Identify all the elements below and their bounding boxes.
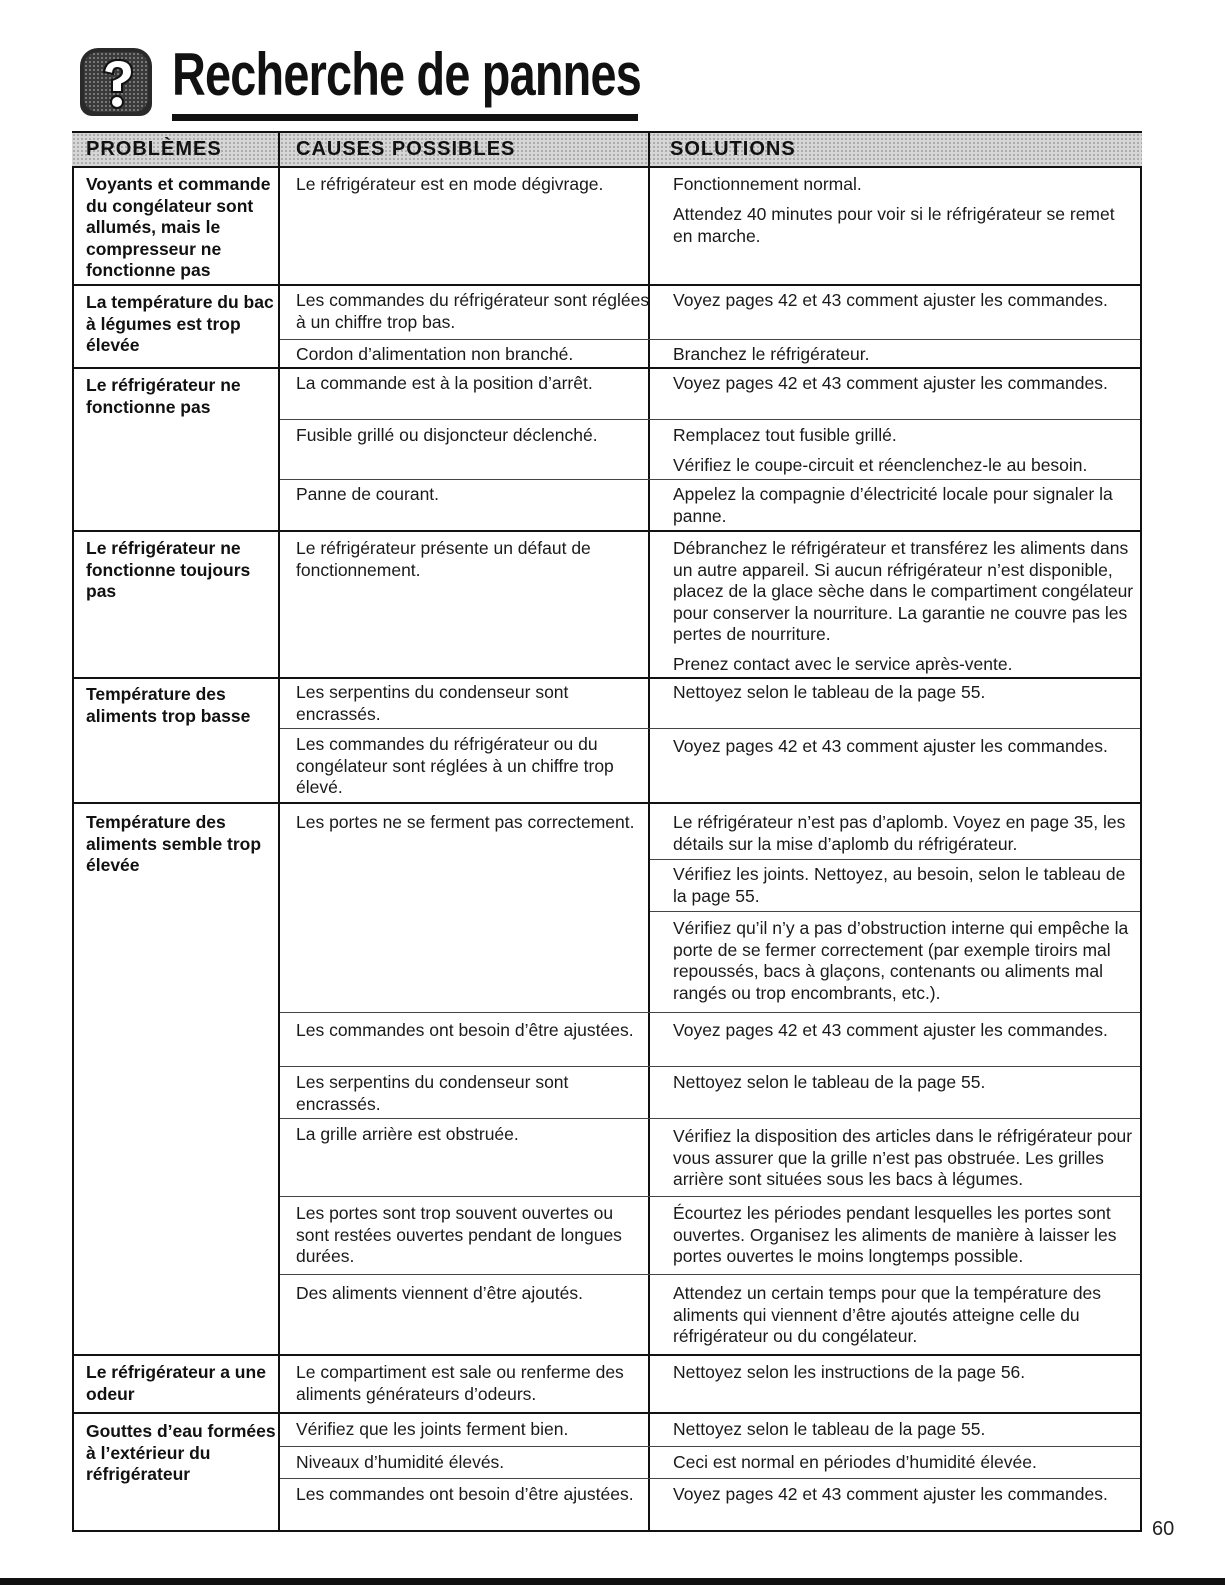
title-underline: [172, 114, 638, 121]
cause-text: Vérifiez que les joints ferment bien.: [296, 1419, 569, 1439]
group-divider: [72, 1412, 1142, 1414]
solution-text: Le réfrigérateur n’est pas d’aplomb. Voyez en page 35, les détails sur la mise d’aplomb du réfrigérateur.: [673, 812, 1126, 854]
solution-text: Écourtez les périodes pendant lesquelles les portes sont ouvertes. Organisez les aliments de manière à laisser les portes ouvertes le moins longtemps possible.: [673, 1203, 1117, 1266]
cause-text: La grille arrière est obstruée.: [296, 1124, 519, 1144]
troubleshooting-table: [72, 166, 1142, 1532]
problem-label: Le réfrigérateur a une odeur: [86, 1362, 266, 1404]
solution-text: Branchez le réfrigérateur.: [673, 344, 870, 364]
cause-text: Le compartiment est sale ou renferme des aliments générateurs d’odeurs.: [296, 1362, 624, 1404]
problem-label: Le réfrigérateur ne fonctionne pas: [86, 375, 241, 417]
solution-text: Prenez contact avec le service après-vente.: [673, 654, 1013, 674]
page-number: 60: [1152, 1518, 1175, 1540]
row-divider: [280, 1196, 1140, 1197]
solution-text: Fonctionnement normal.: [673, 174, 862, 194]
solution-text: Appelez la compagnie d’électricité locale pour signaler la panne.: [673, 484, 1113, 526]
row-divider: [280, 1274, 1140, 1275]
solution-text: Nettoyez selon les instructions de la page 56.: [673, 1362, 1026, 1382]
solution-text: Ceci est normal en périodes d’humidité élevée.: [673, 1452, 1037, 1472]
row-divider: [280, 1012, 1140, 1013]
solution-text: Remplacez tout fusible grillé.: [673, 425, 897, 445]
solution-text: Voyez pages 42 et 43 comment ajuster les commandes.: [673, 736, 1108, 756]
column-header-causes: CAUSES POSSIBLES: [296, 138, 516, 160]
table-header: [72, 131, 1142, 168]
cause-text: Le réfrigérateur est en mode dégivrage.: [296, 174, 604, 194]
problem-label: Le réfrigérateur ne fonctionne toujours pas: [86, 538, 251, 601]
column-header-problems: PROBLÈMES: [86, 138, 222, 160]
row-divider: [280, 1118, 1140, 1119]
column-header-solutions: SOLUTIONS: [670, 138, 796, 160]
cause-text: Les portes sont trop souvent ouvertes ou sont restées ouvertes pendant de longues durées.: [296, 1203, 622, 1266]
column-divider: [648, 166, 650, 1532]
solution-text: Voyez pages 42 et 43 comment ajuster les commandes.: [673, 1020, 1108, 1040]
cause-text: Niveaux d’humidité élevés.: [296, 1452, 505, 1472]
cause-text: Les serpentins du condenseur sont encrassés.: [296, 682, 569, 724]
row-divider: [280, 1446, 1140, 1447]
cause-text: Fusible grillé ou disjoncteur déclenché.: [296, 425, 598, 445]
question-icon: [80, 48, 152, 116]
cause-text: Les commandes ont besoin d’être ajustées.: [296, 1020, 634, 1040]
solution-text: Vérifiez le coupe-circuit et réenclenchez-le au besoin.: [673, 455, 1088, 475]
table-border-bottom: [72, 1530, 1142, 1532]
row-divider: [280, 1478, 1140, 1479]
solution-text: Vérifiez les joints. Nettoyez, au besoin, selon le tableau de la page 55.: [673, 864, 1126, 906]
group-divider: [72, 530, 1142, 532]
table-border-right: [1140, 166, 1142, 1532]
group-divider: [72, 677, 1142, 679]
solution-text: Vérifiez la disposition des articles dans le réfrigérateur pour vous assurer que la grille n’est pas obstruée. Les grilles arrière sont situées sous les bacs à légumes.: [673, 1126, 1133, 1189]
solution-text: Nettoyez selon le tableau de la page 55.: [673, 682, 986, 702]
solution-text: Voyez pages 42 et 43 comment ajuster les commandes.: [673, 290, 1108, 310]
header-divider: [648, 133, 650, 166]
solution-text: Nettoyez selon le tableau de la page 55.: [673, 1419, 986, 1439]
solution-text: Vérifiez qu’il n’y a pas d’obstruction interne qui empêche la porte de se fermer correctement (par exemple tiroirs mal repoussés, bacs à glaçons, contenants ou aliments mal rangés ou trop encombrants, etc.).: [673, 918, 1129, 1003]
cause-text: Panne de courant.: [296, 484, 440, 504]
cause-text: La commande est à la position d’arrêt.: [296, 373, 593, 393]
table-border-left: [72, 166, 74, 1532]
solution-text: Débranchez le réfrigérateur et transférez les aliments dans un autre appareil. Si aucun réfrigérateur n’est disponible, placez de la glace sèche dans le compartiment congélateur pour conserver la nourriture. La garantie ne couvre pas les pertes de nourriture.: [673, 538, 1134, 644]
solution-text: Voyez pages 42 et 43 comment ajuster les commandes.: [673, 1484, 1108, 1504]
row-divider: [280, 339, 1140, 340]
solution-text: Attendez 40 minutes pour voir si le réfrigérateur se remet en marche.: [673, 204, 1115, 246]
cause-text: Cordon d’alimentation non branché.: [296, 344, 574, 364]
row-divider: [280, 419, 1140, 420]
group-divider: [72, 1354, 1142, 1356]
footer-rule: [0, 1578, 1225, 1585]
row-divider: [280, 1066, 1140, 1067]
cause-text: Le réfrigérateur présente un défaut de fonctionnement.: [296, 538, 591, 580]
cause-text: Les portes ne se ferment pas correctement.: [296, 812, 635, 832]
cause-text: Les commandes ont besoin d’être ajustées.: [296, 1484, 634, 1504]
solution-text: Nettoyez selon le tableau de la page 55.: [673, 1072, 986, 1092]
problem-label: La température du bac à légumes est trop élevée: [86, 292, 274, 355]
group-divider: [72, 802, 1142, 804]
problem-label: Température des aliments semble trop élevée: [86, 812, 262, 875]
problem-label: Voyants et commande du congélateur sont allumés, mais le compresseur ne fonctionne pas: [86, 174, 271, 280]
cause-text: Des aliments viennent d’être ajoutés.: [296, 1283, 583, 1303]
header-divider: [278, 133, 280, 166]
solution-text: Voyez pages 42 et 43 comment ajuster les commandes.: [673, 373, 1108, 393]
page-title: Recherche de pannes: [172, 41, 641, 108]
problem-label: Température des aliments trop basse: [86, 684, 251, 726]
problem-label: Gouttes d’eau formées à l’extérieur du réfrigérateur: [86, 1421, 276, 1484]
cause-text: Les commandes du réfrigérateur sont réglées à un chiffre trop bas.: [296, 290, 650, 332]
cause-text: Les serpentins du condenseur sont encrassés.: [296, 1072, 569, 1114]
row-divider: [650, 859, 1140, 860]
group-divider: [72, 284, 1142, 286]
row-divider: [280, 728, 1140, 729]
cause-text: Les commandes du réfrigérateur ou du congélateur sont réglées à un chiffre trop élevé.: [296, 734, 614, 797]
row-divider: [650, 911, 1140, 912]
solution-text: Attendez un certain temps pour que la température des aliments qui viennent d’être ajoutés atteigne celle du réfrigérateur ou du congélateur.: [673, 1283, 1102, 1346]
group-divider: [72, 367, 1142, 369]
row-divider: [280, 479, 1140, 480]
